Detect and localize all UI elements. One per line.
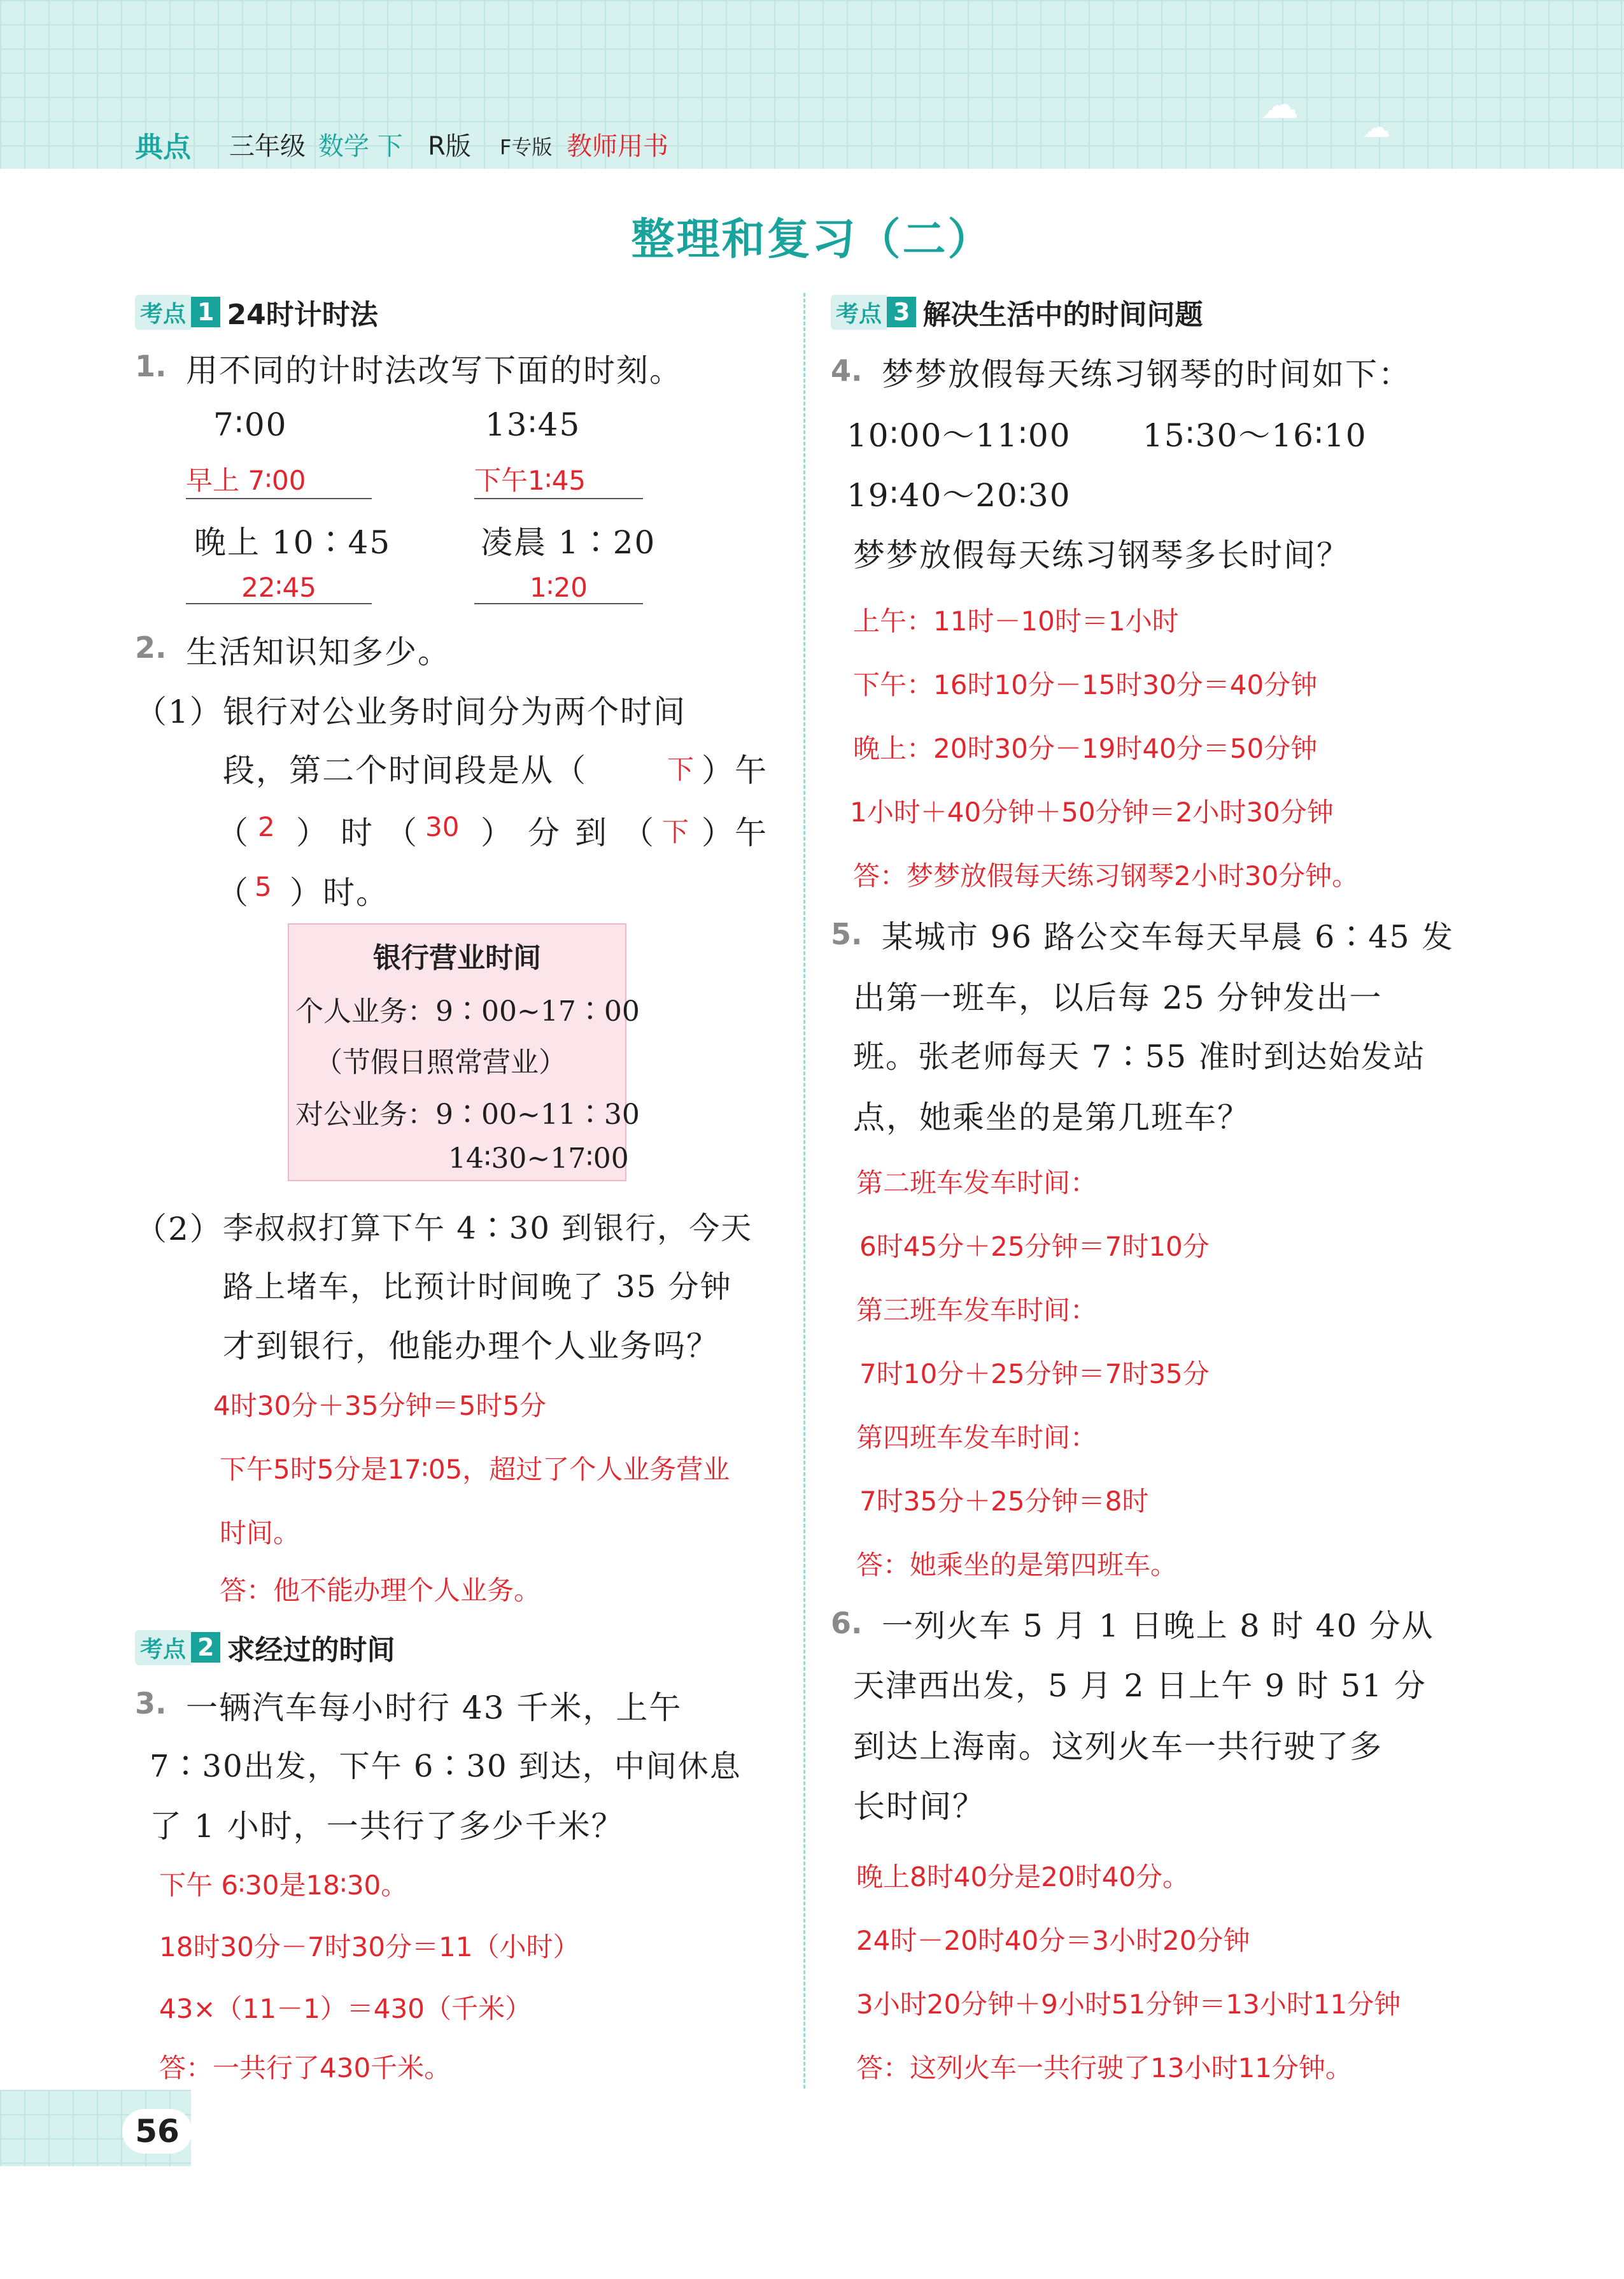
question-line: ）午 <box>702 814 768 851</box>
answer-line: 下午：16时10分－15时30分＝40分钟 <box>853 669 1318 700</box>
question-line: ）分到（ <box>481 814 669 851</box>
answer-line: 答：他不能办理个人业务。 <box>220 1575 541 1606</box>
question-line: 梦梦放假每天练习钢琴的时间如下： <box>882 356 1411 393</box>
answer-line: 43×（11－1）＝430（千米） <box>159 1993 532 2024</box>
time-range: 15∶30～16∶10 <box>1143 417 1367 454</box>
question-line: 一列火车 5 月 1 日晚上 8 时 40 分从 <box>882 1608 1434 1644</box>
bank-line: （节假日照常营业） <box>314 1046 567 1079</box>
question-number: 1. <box>135 349 167 383</box>
answer-line: 第二班车发车时间： <box>856 1167 1098 1198</box>
topic-tag-3 <box>831 292 1203 332</box>
header-wave <box>0 162 1624 188</box>
answer-line: 上午：11时－10时＝1小时 <box>853 606 1179 637</box>
answer-line: 答：她乘坐的是第四班车。 <box>856 1549 1178 1580</box>
time-range: 10∶00～11∶00 <box>847 417 1071 454</box>
answer-line: 答：这列火车一共行驶了13小时11分钟。 <box>856 2052 1352 2084</box>
answer-blank: 早上 7∶00 <box>186 460 372 499</box>
bank-line: 对公业务：9∶00~11∶30 <box>295 1098 640 1131</box>
time-range: 19∶40～20∶30 <box>847 477 1071 514</box>
answer-line: 18时30分－7时30分＝11（小时） <box>159 1931 580 1963</box>
question-line: 才到银行，他能办理个人业务吗？ <box>223 1328 719 1365</box>
question-line: 一辆汽车每小时行 43 千米，上午 <box>186 1689 682 1726</box>
answer-line: 第三班车发车时间： <box>856 1295 1098 1326</box>
header-special: F专版 <box>500 135 553 159</box>
answer-line: 4时30分＋35分钟＝5时5分 <box>213 1390 547 1421</box>
answer-blank: 下午1∶45 <box>474 460 643 499</box>
question-line: ）时（ <box>296 814 430 851</box>
header-book: 教师用书 <box>567 132 668 161</box>
answer-line: 答：一共行了430千米。 <box>159 2052 451 2084</box>
tag-title: 解决生活中的时间问题 <box>922 299 1203 331</box>
cloud-icon: ☁ <box>1260 83 1299 127</box>
answer-blank: 5 <box>255 871 272 902</box>
question-number: 6. <box>831 1606 863 1640</box>
answer-line: 时间。 <box>220 1517 300 1549</box>
answer-line: 答：梦梦放假每天练习钢琴2小时30分钟。 <box>853 860 1359 891</box>
column-divider <box>803 293 805 2089</box>
answer-line: 7时35分＋25分钟＝8时 <box>859 1486 1149 1517</box>
header-grade: 三年级 <box>229 132 306 161</box>
question-line: 路上堵车，比预计时间晚了 35 分钟 <box>223 1269 732 1305</box>
question-line: 了 1 小时，一共行了多少千米？ <box>150 1808 625 1845</box>
bank-line: 个人业务：9∶00~17∶00 <box>295 995 640 1028</box>
question-line: 李叔叔打算下午 4∶30 到银行，今天 <box>223 1210 753 1246</box>
answer-line: 下午5时5分是17∶05，超过了个人业务营业 <box>220 1454 730 1485</box>
logo: 典点 <box>135 131 191 164</box>
question-line: 天津西出发，5 月 2 日上午 9 时 51 分 <box>853 1668 1427 1704</box>
topic-tag-1 <box>135 292 378 332</box>
question-number: 4. <box>831 353 863 388</box>
question-line: 点，她乘坐的是第几班车？ <box>853 1099 1250 1136</box>
tag-title: 24时计时法 <box>227 299 378 331</box>
header-subject: 数学 下 <box>318 132 403 161</box>
answer-blank: 1∶20 <box>474 572 643 604</box>
question-line: （ <box>216 814 250 851</box>
tag-label: 考点 <box>135 295 191 330</box>
sub-number: （2） <box>135 1210 223 1247</box>
bank-title: 银行营业时间 <box>373 942 541 974</box>
question-number: 2. <box>135 630 167 665</box>
page-title: 整理和复习（二） <box>631 215 993 265</box>
answer-line: 晚上8时40分是20时40分。 <box>856 1861 1190 1892</box>
question-line: ）时。 <box>290 874 389 911</box>
header-edition: R版 <box>428 132 471 161</box>
question-line: 7∶30出发，下午 6∶30 到达，中间休息 <box>150 1749 742 1784</box>
answer-line: 1小时＋40分钟＋50分钟＝2小时30分钟 <box>850 797 1334 828</box>
topic-tag-2 <box>135 1627 395 1668</box>
tag-number: 1 <box>191 297 220 327</box>
cloud-icon: ☁ <box>1362 111 1390 144</box>
question-line: 班。张老师每天 7∶55 准时到达始发站 <box>853 1039 1426 1075</box>
question-number: 5. <box>831 917 863 951</box>
given-time: 晚上 10∶45 <box>194 524 392 561</box>
answer-blank: 30 <box>425 811 460 842</box>
answer-line: 第四班车发车时间： <box>856 1422 1098 1453</box>
question-line: ）午 <box>702 752 768 789</box>
tag-number: 3 <box>887 297 916 327</box>
question-number: 3. <box>135 1686 167 1721</box>
question-text: 用不同的计时法改写下面的时刻。 <box>186 352 682 389</box>
answer-line: 24时－20时40分＝3小时20分钟 <box>856 1925 1250 1956</box>
tag-label: 考点 <box>831 295 887 330</box>
question-line: （ <box>216 874 250 911</box>
page-number: 56 <box>122 2109 192 2154</box>
question-line: 长时间？ <box>853 1788 985 1825</box>
sub-number: （1） <box>135 693 223 730</box>
question-line: 某城市 96 路公交车每天早晨 6∶45 发 <box>882 919 1455 955</box>
answer-blank: 下 <box>667 754 695 785</box>
answer-blank: 下 <box>662 816 689 848</box>
tag-label: 考点 <box>135 1630 191 1665</box>
question-line: 银行对公业务时间分为两个时间 <box>223 693 686 730</box>
answer-line: 3小时20分钟＋9小时51分钟＝13小时11分钟 <box>856 1989 1401 2020</box>
answer-blank: 2 <box>258 811 275 842</box>
answer-line: 晚上：20时30分－19时40分＝50分钟 <box>853 733 1318 764</box>
answer-blank: 22∶45 <box>186 572 372 604</box>
tag-title: 求经过的时间 <box>227 1634 395 1666</box>
answer-line: 下午 6∶30是18∶30。 <box>159 1870 408 1901</box>
given-time: 13∶45 <box>485 406 581 443</box>
answer-line: 7时10分＋25分钟＝7时35分 <box>859 1358 1210 1389</box>
given-time: 凌晨 1∶20 <box>481 524 656 561</box>
question-line: 出第一班车，以后每 25 分钟发出一 <box>853 979 1383 1016</box>
question-text: 生活知识知多少。 <box>186 634 451 671</box>
question-line: 到达上海南。这列火车一共行驶了多 <box>853 1728 1383 1765</box>
question-line: 段，第二个时间段是从（ <box>223 752 587 789</box>
bank-hours-box <box>288 923 640 1181</box>
tag-number: 2 <box>191 1632 220 1663</box>
given-time: 7∶00 <box>213 406 288 443</box>
bank-line: 14∶30~17∶00 <box>448 1142 629 1175</box>
answer-line: 6时45分＋25分钟＝7时10分 <box>859 1231 1210 1262</box>
question-line: 梦梦放假每天练习钢琴多长时间？ <box>853 537 1350 574</box>
